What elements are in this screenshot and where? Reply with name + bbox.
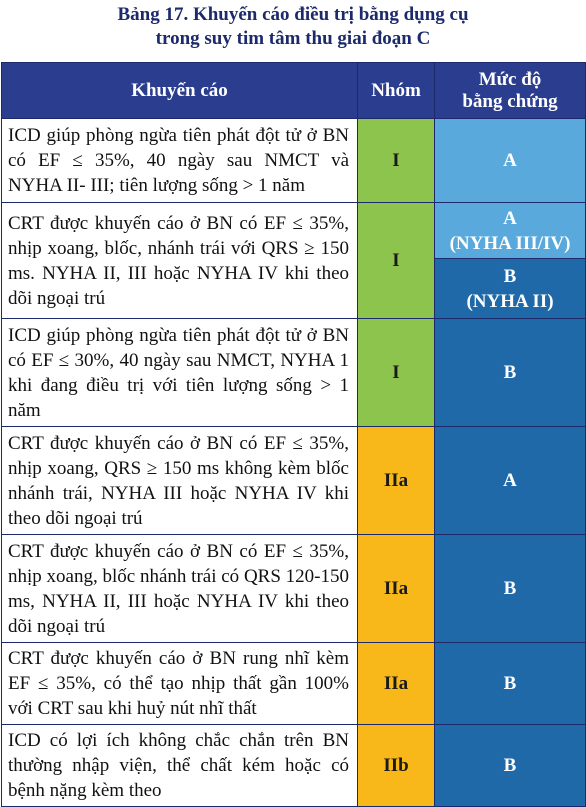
table-row [2,119,586,203]
evidence-cell-nyha-ii [435,259,586,319]
recommendation-cell: CRT được khuyến cáo ở BN có EF ≤ 35%, nhịp xoang, QRS ≥ 150 ms không kèm blốc nhánh trái, NYHA III hoặc NYHA IV khi theo dõi ngoại trú [2,427,358,535]
group-cell: IIa [358,643,435,725]
evidence-note: (NYHA II) [466,290,554,312]
table-row [2,319,586,427]
recommendation-cell: CRT được khuyến cáo ở BN có EF ≤ 35%, nhịp xoang, blốc, nhánh trái với QRS ≥ 150 ms. NYHA II, III hoặc NYHA IV khi theo dõi ngoại trú [2,203,358,319]
header-evidence [435,63,586,119]
evidence-level: B [503,265,517,287]
recommendation-cell: CRT được khuyến cáo ở BN rung nhĩ kèm EF ≤ 35%, có thể tạo nhịp thất gần 100% với CRT sau khi huỷ nút nhĩ thất [2,643,358,725]
group-cell: IIa [358,427,435,535]
evidence-cell: B [435,643,586,725]
table-row [2,725,586,807]
table-title-line1: Bảng 17. Khuyến cáo điều trị bằng dụng cụ [117,4,469,25]
table-row [2,427,586,535]
group-cell: IIa [358,535,435,643]
table-row [2,643,586,725]
evidence-cell-nyha-iii-iv [435,203,586,259]
recommendation-cell: ICD giúp phòng ngừa tiên phát đột tử ở BN có EF ≤ 35%, 40 ngày sau NMCT và NYHA II- III; tiên lượng sống > 1 năm [2,119,358,203]
evidence-cell: B [435,725,586,807]
evidence-note: (NYHA III/IV) [449,232,571,254]
evidence-cell: A [435,427,586,535]
recommendation-cell: CRT được khuyến cáo ở BN có EF ≤ 35%, nhịp xoang, blốc nhánh trái có QRS 120-150 ms, NYHA II, III hoặc NYHA IV khi theo dõi ngoại trú [2,535,358,643]
evidence-cell: B [435,319,586,427]
recommendation-cell: ICD có lợi ích không chắc chắn trên BN thường nhập viện, thể chất kém hoặc có bệnh nặng kèm theo [2,725,358,807]
table-row [2,535,586,643]
header-recommendation: Khuyến cáo [2,63,358,119]
table-title-line2: trong suy tim tâm thu giai đoạn C [155,28,431,49]
table-title [0,0,586,62]
header-row [2,63,586,119]
group-cell: I [358,319,435,427]
table-row [2,203,586,259]
evidence-level: A [503,207,517,229]
header-group: Nhóm [358,63,435,119]
recommendation-table [1,62,586,807]
group-cell: IIb [358,725,435,807]
recommendation-cell: ICD giúp phòng ngừa tiên phát đột tử ở BN có EF ≤ 30%, 40 ngày sau NMCT, NYHA 1 khi đang điều trị với tiên lượng sống > 1 năm [2,319,358,427]
evidence-cell: A [435,119,586,203]
header-evidence-line1: Mức độ [478,68,542,90]
group-cell: I [358,203,435,319]
evidence-cell: B [435,535,586,643]
header-evidence-line2: bằng chứng [462,90,558,112]
group-cell: I [358,119,435,203]
